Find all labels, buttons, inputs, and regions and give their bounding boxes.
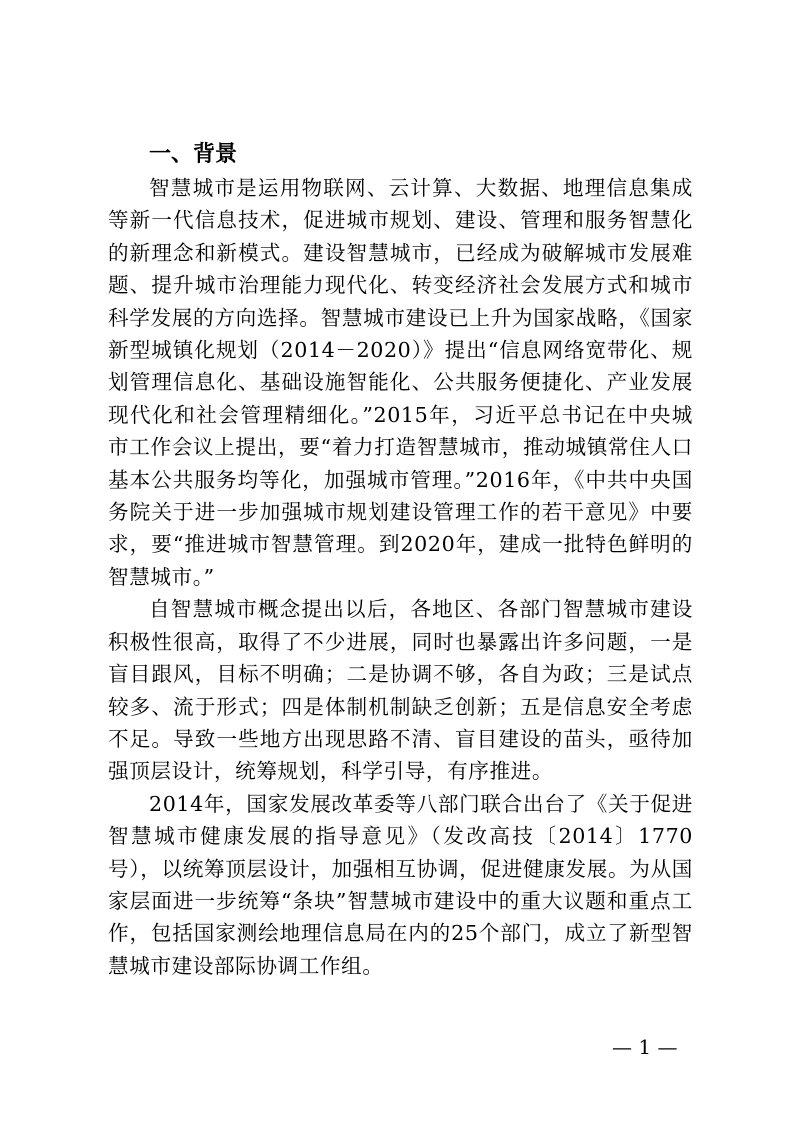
paragraph-policy: 2014年，国家发展改革委等八部门联合出台了《关于促进智慧城市健康发展的指导意见》（发改高技〔2014〕1770号），以统筹顶层设计，加强相互协调，促进健康发展。为从国家层面进一步统筹“条块”智慧城市建设中的重大议题和重点工作，包括国家测绘地理信息局在内的25个部门，成立了新型智慧城市建设部际协调工作组。 (108, 791, 693, 978)
page-number: — 1 — (612, 1035, 678, 1059)
body-text (108, 172, 693, 982)
paragraph-background: 智慧城市是运用物联网、云计算、大数据、地理信息集成等新一代信息技术，促进城市规划、建设、管理和服务智慧化的新理念和新模式。建设智慧城市，已经成为破解城市发展难题、提升城市治理能力现代化、转变经济社会发展方式和城市科学发展的方向选择。智慧城市建设已上升为国家战略，《国家新型城镇化规划（2014－2020）》提出“信息网络宽带化、规划管理信息化、基础设施智能化、公共服务便捷化、产业发展现代化和社会管理精细化。”2015年，习近平总书记在中央城市工作会议上提出，要“着力打造智慧城市，推动城镇常住人口基本公共服务均等化，加强城市管理。”2016年，《中共中央国务院关于进一步加强城市规划建设管理工作的若干意见》中要求，要“推进城市智慧管理。到2020年，建成一批特色鲜明的智慧城市。” (108, 176, 693, 589)
paragraph-problems: 自智慧城市概念提出以后，各地区、各部门智慧城市建设积极性很高，取得了不少进展，同时也暴露出许多问题，一是盲目跟风，目标不明确；二是协调不够，各自为政；三是试点较多、流于形式；四是体制机制缺乏创新；五是信息安全考虑不足。导致一些地方出现思路不清、盲目建设的苗头，亟待加强顶层设计，统筹规划，科学引导，有序推进。 (108, 597, 693, 784)
section-heading: 一、背景 (149, 142, 238, 167)
